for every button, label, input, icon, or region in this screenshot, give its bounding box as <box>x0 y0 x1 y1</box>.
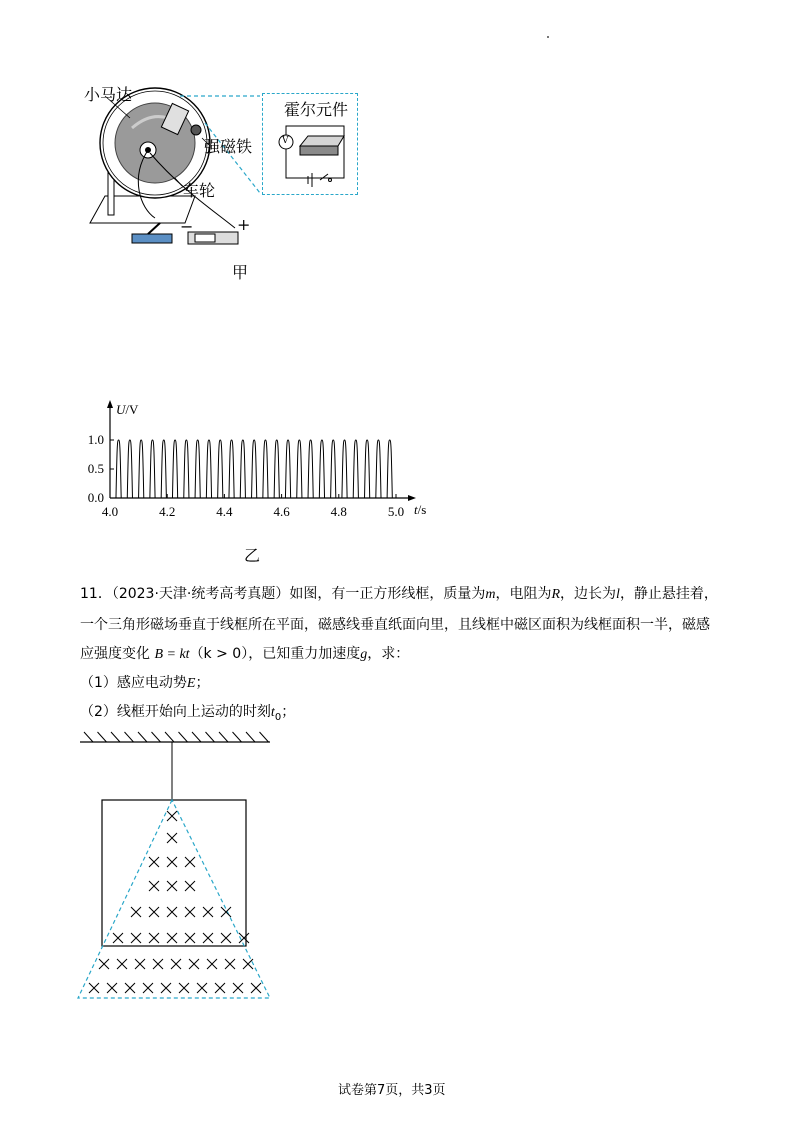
q-text-1d: ，静止悬挂着， <box>619 586 718 602</box>
field-cross <box>167 881 177 891</box>
caption-jia: 甲 <box>232 263 249 282</box>
pulse <box>161 440 166 498</box>
pulse <box>319 440 324 498</box>
field-cross <box>225 959 235 969</box>
part1-end: ； <box>195 675 210 691</box>
label-plus: + <box>237 215 251 234</box>
field-cross <box>149 907 159 917</box>
label-hall: 霍尔元件 <box>284 100 349 119</box>
pulse <box>263 440 268 498</box>
pulse <box>184 440 189 498</box>
ceiling-hatching <box>84 732 269 742</box>
pulse <box>387 440 392 498</box>
pulse <box>274 440 279 498</box>
field-cross <box>203 933 213 943</box>
field-cross <box>203 907 213 917</box>
q-text-3a: 应强度变化 <box>80 646 150 662</box>
voltage-time-chart <box>74 395 444 525</box>
field-cross <box>131 907 141 917</box>
hatch-mark <box>179 732 188 742</box>
field-cross <box>221 907 231 917</box>
square-frame <box>102 800 246 946</box>
hatch-mark <box>246 732 255 742</box>
field-cross <box>167 933 177 943</box>
label-wheel: 车轮 <box>183 181 216 200</box>
hatch-mark <box>206 732 215 742</box>
pulse <box>285 440 290 498</box>
triangular-field <box>78 800 270 998</box>
hatch-mark <box>219 732 228 742</box>
hall-circuit <box>268 118 356 190</box>
question-line-3 <box>80 643 409 666</box>
field-cross <box>167 907 177 917</box>
hatch-mark <box>111 732 120 742</box>
x-axis-arrow <box>408 495 416 501</box>
field-cross <box>207 959 217 969</box>
field-cross <box>167 857 177 867</box>
pulse <box>297 440 302 498</box>
x-tick-label: 4.8 <box>330 504 347 519</box>
caption-yi: 乙 <box>244 546 261 565</box>
x-tick-label: 4.0 <box>101 504 119 519</box>
field-cross <box>197 983 207 993</box>
field-cross <box>233 983 243 993</box>
x-tick-label: 4.6 <box>273 504 290 519</box>
hatch-mark <box>192 732 201 742</box>
question-part-1 <box>80 672 209 695</box>
var-l: l <box>616 587 620 602</box>
field-cross <box>171 959 181 969</box>
pulse <box>139 440 144 498</box>
hatch-mark <box>98 732 107 742</box>
question-source: （2023·天津·统考高考真题） <box>111 586 290 602</box>
field-cross <box>149 857 159 867</box>
var-m: m <box>485 587 496 602</box>
field-cross <box>185 933 195 943</box>
field-cross <box>161 983 171 993</box>
field-cross <box>185 881 195 891</box>
x-tick-label: 4.2 <box>159 504 176 519</box>
field-cross <box>125 983 135 993</box>
field-cross <box>185 907 195 917</box>
pulse <box>252 440 257 498</box>
pulse <box>308 440 313 498</box>
field-cross <box>149 933 159 943</box>
part1-text: （1）感应电动势 <box>80 675 187 691</box>
y-tick-label: 0.5 <box>87 461 104 476</box>
part2-text: （2）线框开始向上运动的时刻 <box>80 704 271 720</box>
voltmeter-label: V <box>282 136 289 146</box>
label-minus: − <box>180 217 194 236</box>
field-cross <box>117 959 127 969</box>
question-part-2 <box>80 701 295 729</box>
pulse <box>150 440 155 498</box>
switch <box>132 234 172 243</box>
pulse <box>342 440 347 498</box>
square-frame-figure <box>74 728 284 1003</box>
q-text-3b: ，已知重力加速度 <box>248 646 361 662</box>
q-text-1b: ，电阻为 <box>495 586 552 602</box>
question-line-1 <box>80 583 718 606</box>
field-cross <box>185 857 195 867</box>
field-cross <box>107 983 117 993</box>
field-cross <box>131 933 141 943</box>
q-text-1: 如图，有一正方形线框，质量为 <box>289 586 486 602</box>
field-cross <box>251 983 261 993</box>
field-cross <box>243 959 253 969</box>
pulse <box>353 440 358 498</box>
pulse <box>365 440 370 498</box>
var-t0-sub: 0 <box>274 711 282 723</box>
field-cross <box>221 933 231 943</box>
field-cross <box>167 833 177 843</box>
hatch-mark <box>165 732 174 742</box>
field-cross <box>149 881 159 891</box>
part2-end: ； <box>281 704 296 720</box>
magnetic-field-crosses <box>89 811 261 993</box>
field-cross <box>99 959 109 969</box>
hatch-mark <box>125 732 134 742</box>
var-t0: t <box>270 705 275 720</box>
pulse <box>172 440 177 498</box>
pulse <box>127 440 132 498</box>
pulse <box>376 440 381 498</box>
formula-B: B = kt <box>154 647 190 662</box>
field-cross <box>113 933 123 943</box>
y-tick-label: 1.0 <box>87 432 104 447</box>
question-line-2: 一个三角形磁场垂直于线框所在平面，磁感线垂直纸面向里，且线框中磁区面积为线框面积一半，磁感 <box>80 617 710 633</box>
label-magnet: 强磁铁 <box>204 137 253 156</box>
pulse <box>229 440 234 498</box>
field-cross <box>215 983 225 993</box>
var-E: E <box>186 676 196 691</box>
x-axis-label: t/s <box>414 502 427 517</box>
pulse <box>331 440 336 498</box>
q-text-3c: ，求： <box>367 646 410 662</box>
x-tick-label: 4.4 <box>216 504 233 519</box>
field-cross <box>189 959 199 969</box>
x-tick-label: 5.0 <box>387 504 405 519</box>
q-text-1c: ，边长为 <box>560 586 617 602</box>
hatch-mark <box>233 732 242 742</box>
hall-element <box>300 136 344 146</box>
pulse <box>218 440 223 498</box>
pulse <box>116 440 121 498</box>
hatch-mark <box>84 732 93 742</box>
field-cross <box>153 959 163 969</box>
hatch-mark <box>260 732 269 742</box>
var-R: R <box>551 587 561 602</box>
formula-cond: （k > 0） <box>189 646 249 662</box>
hatch-mark <box>152 732 161 742</box>
field-cross <box>135 959 145 969</box>
page-footer: 试卷第7页，共3页 <box>338 1083 446 1098</box>
field-cross <box>179 983 189 993</box>
pulse <box>195 440 200 498</box>
y-axis-label: U/V <box>116 402 139 417</box>
pulse <box>206 440 211 498</box>
field-cross <box>143 983 153 993</box>
y-axis-arrow <box>107 400 113 408</box>
label-motor: 小马达 <box>84 85 133 104</box>
y-tick-label: 0.0 <box>87 490 104 505</box>
pulse <box>240 440 245 498</box>
field-cross <box>167 811 177 821</box>
field-cross <box>89 983 99 993</box>
var-g: g <box>360 647 368 662</box>
page-mark <box>547 36 549 38</box>
hatch-mark <box>138 732 147 742</box>
magnet <box>191 125 201 135</box>
question-number: 11． <box>80 586 112 602</box>
